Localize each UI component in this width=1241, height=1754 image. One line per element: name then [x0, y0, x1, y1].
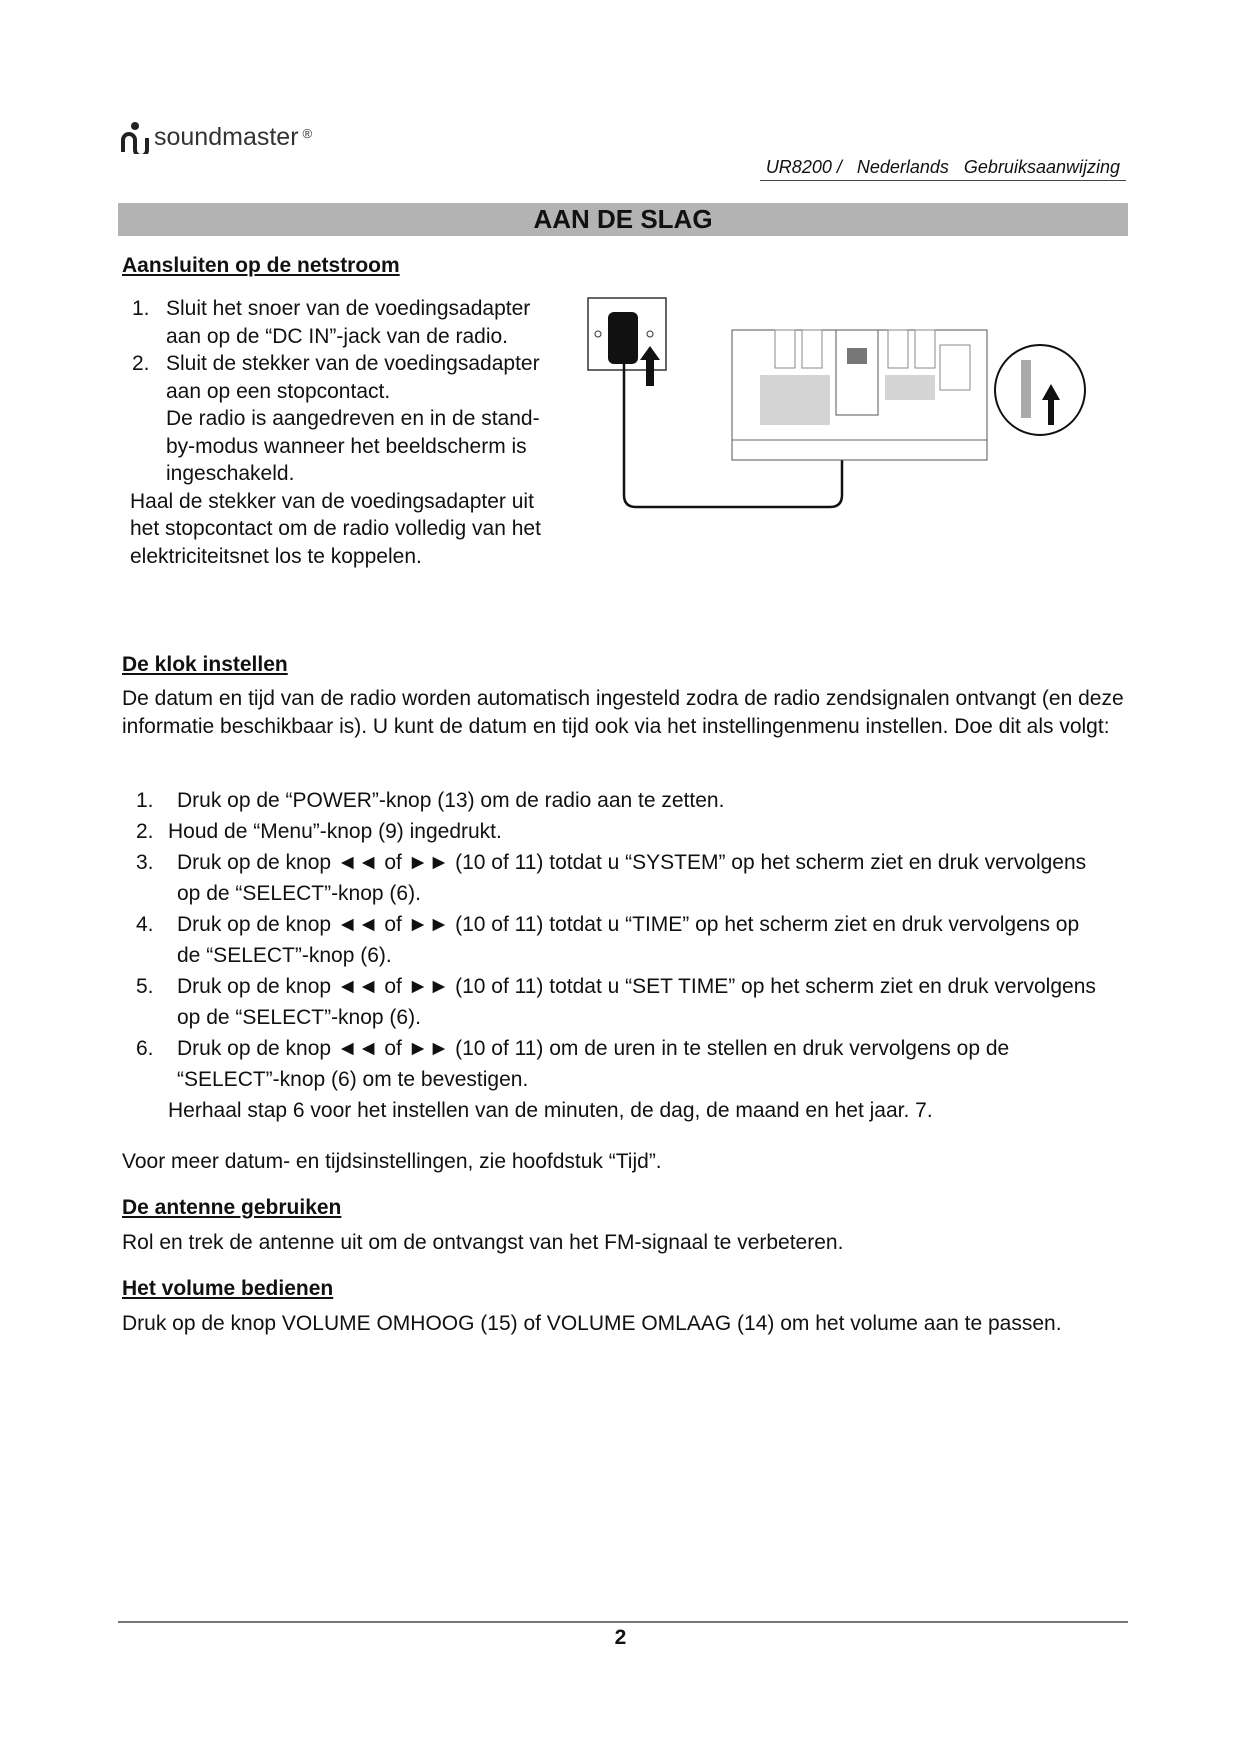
power-connection-diagram [580, 290, 1100, 520]
power-note: De radio is aangedreven en in de stand-by-modus wanneer het beeldscherm is ingeschakeld. [166, 407, 540, 485]
power-section [122, 295, 562, 570]
list-item: 4. Druk op de knop ◄◄ of ►► (10 of 11) totdat u “TIME” op het scherm ziet en druk vervolgens op de “SELECT”-knop (6). [136, 913, 1080, 967]
power-disconnect-text: Haal de stekker van de voedingsadapter uit het stopcontact om de radio volledig van het elektriciteitsnet los te koppelen. [130, 489, 541, 568]
heading-clock: De klok instellen [122, 653, 288, 676]
footer-divider [118, 1621, 1128, 1623]
page-number: 2 [614, 1626, 627, 1649]
antenna-text: Rol en trek de antenne uit om de ontvangst van het FM-signaal te verbeteren. [122, 1231, 844, 1254]
list-item: 1. Sluit het snoer van de voedingsadapter aan op de “DC IN”-jack van de radio. [132, 297, 531, 348]
clock-more-info: Voor meer datum- en tijdsinstellingen, zie hoofdstuk “Tijd”. [122, 1150, 662, 1173]
brand-name: soundmaster [154, 122, 299, 151]
heading-power: Aansluiten op de netstroom [122, 254, 400, 277]
heading-volume: Het volume bedienen [122, 1277, 334, 1300]
volume-text: Druk op de knop VOLUME OMHOOG (15) of VOLUME OMLAAG (14) om het volume aan te passen. [122, 1312, 1062, 1335]
registered-mark: ® [302, 125, 313, 141]
list-item: 5. Druk op de knop ◄◄ of ►► (10 of 11) totdat u “SET TIME” op het scherm ziet en druk vervolgens op de “SELECT”-knop (6). [136, 975, 1096, 1029]
document-header: UR8200 / Nederlands Gebruiksaanwijzing [760, 157, 1126, 181]
list-item: 3. Druk op de knop ◄◄ of ►► (10 of 11) totdat u “SYSTEM” op het scherm ziet en druk vervolgens op de “SELECT”-knop (6). [136, 851, 1087, 905]
clock-intro: De datum en tijd van de radio worden automatisch ingesteld zodra de radio zendsignalen ontvangt (en deze informatie beschikbaar is). U kunt de datum en tijd ook via het instellingenmenu instellen. Doe dit als volgt: [122, 687, 1124, 738]
clock-steps [122, 785, 1102, 1126]
list-item: 2. Houd de “Menu”-knop (9) ingedrukt. [136, 820, 502, 843]
soundmaster-logo-icon [120, 120, 150, 154]
brand-logo [120, 120, 312, 154]
list-item: 6. Druk op de knop ◄◄ of ►► (10 of 11) om de uren in te stellen en druk vervolgens op de “SELECT”-knop (6) om te bevestigen. [136, 1037, 1010, 1091]
heading-antenna: De antenne gebruiken [122, 1196, 342, 1219]
list-item: 1. Druk op de “POWER”-knop (13) om de radio aan te zetten. [136, 789, 725, 812]
list-item: 2. Sluit de stekker van de voedingsadapter aan op een stopcontact. [132, 352, 540, 403]
clock-repeat-note: Herhaal stap 6 voor het instellen van de minuten, de dag, de maand en het jaar. 7. [168, 1099, 933, 1122]
section-title: AAN DE SLAG [118, 203, 1128, 236]
